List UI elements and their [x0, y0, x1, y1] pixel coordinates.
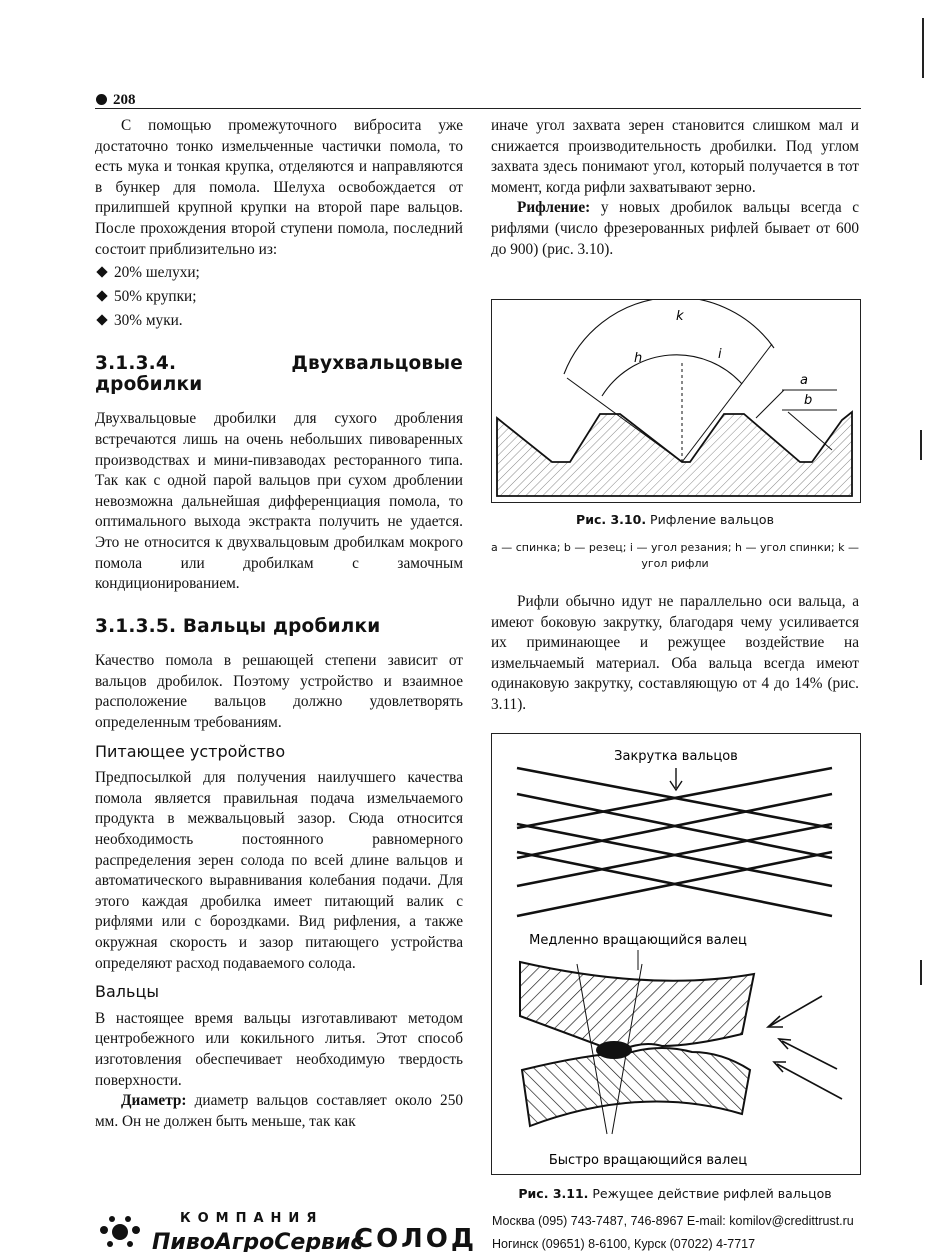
rolls-text: В настоящее время вальцы изготавливают методом центробежного или кокильного литья. Этот способ изготовления обеспечивает необходимую твердость поверхности. [95, 1009, 463, 1089]
company-solod: СОЛОД [354, 1224, 478, 1252]
rifling-paragraph [491, 198, 859, 260]
scan-edge-line-low [920, 960, 922, 985]
section-3135-text: Качество помола в решающей степени зависит от вальцов дробилок. Поэтому устройство и взаимное расположение вальцов должно удовлетворять определенным требованиям. [95, 652, 463, 732]
section-heading-3135: 3.1.3.5. Вальцы дробилки [95, 615, 381, 637]
label-k: k [676, 309, 684, 324]
subheading-rolls: Вальцы [95, 982, 159, 1002]
label-a: a [800, 373, 808, 388]
bullet-list [95, 262, 463, 332]
right-column-top [491, 116, 859, 260]
leader-a [756, 390, 784, 418]
fast-roll-body [522, 1048, 750, 1126]
right-column-mid [491, 592, 859, 716]
figure-3-11-number: Рис. 3.11. [518, 1186, 589, 1201]
header-rule [95, 108, 861, 109]
company-logo-icon [92, 1212, 148, 1250]
figure-3-11 [491, 733, 861, 1175]
rifling-text: у новых дробилок вальцы всегда с рифлями (число фрезерованных рифлей бывает от 600 до 900) (рис. 3.10). [491, 199, 859, 258]
feed-arrows [768, 996, 842, 1099]
company-name: ПивоАгроСервис [152, 1230, 364, 1252]
figure-3-10-number: Рис. 3.10. [576, 512, 647, 527]
diamond-bullet-icon [96, 314, 107, 325]
label-i: i [718, 347, 722, 362]
left-column [95, 116, 463, 1132]
leader-b [788, 412, 832, 450]
diamond-bullet-icon [96, 266, 107, 277]
roll-twist-diagram [492, 734, 860, 1174]
scan-edge-line-mid [920, 430, 922, 460]
figure-3-11-title: Режущее действие рифлей вальцов [588, 1186, 832, 1201]
arc-k [564, 300, 774, 374]
section-heading-3134: 3.1.3.4. Двухвальцовые дробилки [95, 353, 463, 395]
diameter-paragraph [95, 1091, 463, 1132]
label-fast-roll: Быстро вращающийся валец [548, 1153, 748, 1168]
page-number: 208 [96, 92, 136, 109]
label-twist: Закрутка вальцов [614, 749, 738, 764]
company-banner [92, 1210, 492, 1252]
list-item: 50% крупки; [95, 286, 463, 308]
rifling-profile-diagram [492, 300, 860, 502]
subheading-feeder: Питающее устройство [95, 741, 286, 761]
figure-3-10-legend: a — спинка; b — резец; i — угол резания; h — угол спинки; k — угол рифли [491, 541, 859, 570]
twist-lines [517, 768, 832, 916]
list-item: 20% шелухи; [95, 262, 463, 284]
list-item: 30% муки. [95, 310, 463, 332]
slow-roll-body [520, 962, 754, 1052]
company-label: КОМПАНИЯ [180, 1211, 324, 1226]
page-bullet-icon [96, 94, 107, 105]
diameter-label: Диаметр: [121, 1092, 187, 1110]
right-mid-paragraph: Рифли обычно идут не параллельно оси вальца, а имеют боковую закрутку, благодаря чему усиливается их приминающее и режущее воздействие на измельчаемый материал. Оба вальца всегда имеют одинаковую закрутку, составляющую от 4 до 14% (рис. 3.11). [491, 593, 859, 713]
contacts-line-2: Ногинск (09651) 8-6100, Курск (07022) 4-7717 [492, 1237, 756, 1251]
rifling-label: Рифление: [517, 199, 591, 217]
figure-3-10 [491, 299, 861, 503]
rifling-teeth-profile [497, 412, 852, 496]
contacts-line-1: Москва (095) 743-7487, 746-8967 E-mail: komilov@credittrust.ru [492, 1214, 854, 1228]
figure-3-11-caption [491, 1186, 859, 1201]
label-slow-roll: Медленно вращающийся валец [529, 933, 747, 948]
right-top-paragraph: иначе угол захвата зерен становится слишком мал и снижается производительность дробилки. Под углом захвата здесь понимают угол, который получается в тот момент, когда рифли захватывают зерно. [491, 117, 859, 196]
figure-3-10-title: Рифление вальцов [646, 512, 774, 527]
figure-3-10-caption [491, 512, 859, 527]
diameter-text: диаметр вальцов составляет около 250 мм. Он не должен быть меньше, так как [95, 1092, 463, 1130]
intro-paragraph: С помощью промежуточного вибросита уже достаточно тонко измельченные частички помола, то есть мука и тонкая крупка, отделяются и направляются в бункер для помола. Шелуха освобождается от прилипшей крупной крупки на второй паре вальцов. После прохождения второй ступени помола, последний состоит приблизительно из: [95, 117, 463, 258]
feeder-text: Предпосылкой для получения наилучшего качества помола является правильная подача измельчаемого продукта в межвальцовый зазор. Сюда относится необходимость постоянного равномерного распределения зерен солода по всей длине вальцов и автоматического выравнивания колебания подачи. Для этого каждая дробилка имеет питающий валик с рифлями или с бороздками. Вид рифления, а также окружная скорость и зазор питающего устройства определяют расход подаваемого солода. [95, 769, 463, 972]
section-3134-text: Двухвальцовые дробилки для сухого дробления встречаются лишь на очень небольших пивоваренных производствах и мини-пивзаводах ресторанного типа. Так как с одной парой вальцов при сухом дроблении невозможна дальнейшая дифференциация помола, то оптимального выхода экстракта получить не удается. Это не относится к двухвальцовым дробилкам мокрого помола или дробилкам с замочным кондиционированием. [95, 410, 463, 593]
label-h: h [634, 351, 643, 366]
scan-edge-line-top [922, 18, 924, 78]
diamond-bullet-icon [96, 290, 107, 301]
label-b: b [804, 393, 813, 408]
